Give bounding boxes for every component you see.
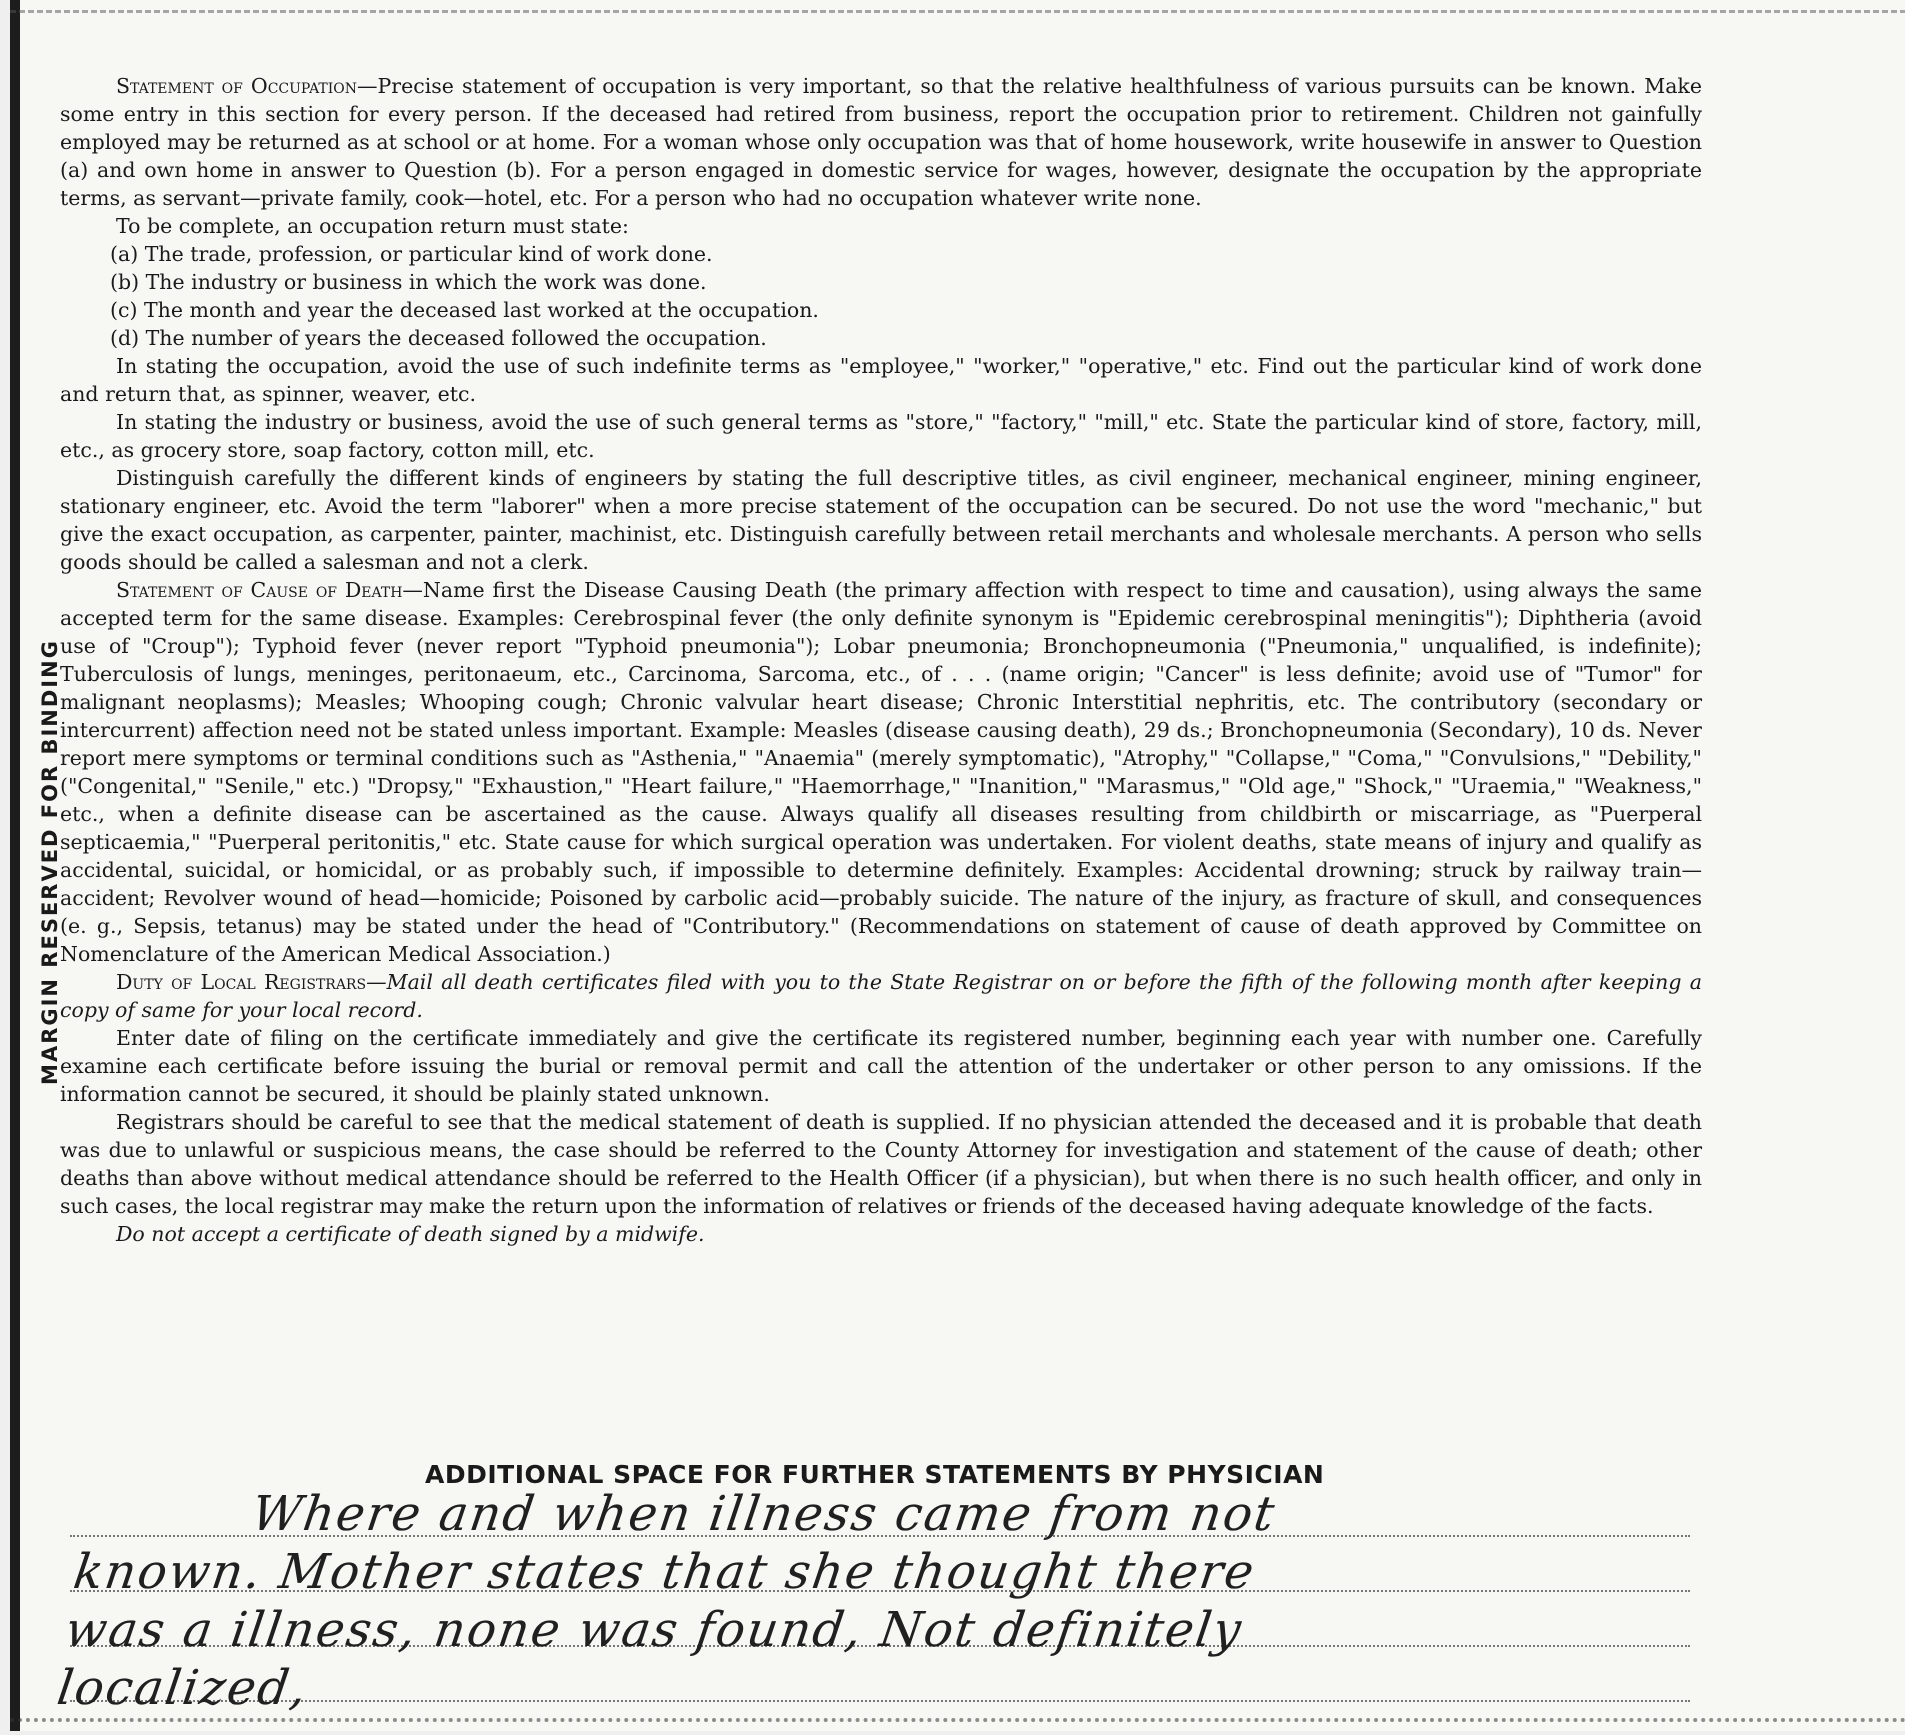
occupation-heading: Statement of Occupation: [116, 74, 358, 98]
filing-paragraph: Enter date of filing on the certificate immediately and give the certificate its registered number, beginning each year with number one. Carefully examine each certificate before issuing the burial or removal permit and call the attention of the undertaker or other person to any omissions. If the information cannot be secured, it should be plainly stated unknown.: [60, 1026, 1702, 1106]
registrars-heading: Duty of Local Registrars: [116, 970, 367, 994]
occupation-item-c: (c) The month and year the deceased last worked at the occupation.: [110, 298, 819, 322]
occupation-intro: To be complete, an occupation return must state:: [116, 214, 629, 238]
engineers-paragraph: Distinguish carefully the different kinds of engineers by stating the full descriptive titles, as civil engineer, mechanical engineer, mining engineer, stationary engineer, etc. Avoid the term "laborer" when a more precise statement of the occupation can be secured. Do not use the word "mechanic," but give the exact occupation, as carpenter, painter, machinist, etc. Distinguish carefully between retail merchants and wholesale merchants. A person who sells goods should be called a salesman and not a clerk.: [60, 466, 1702, 574]
registrars-paragraph: [60, 968, 1702, 1024]
handwritten-line: known. Mother states that she thought there: [70, 1544, 1260, 1600]
binding-margin-label: MARGIN RESERVED FOR BINDING: [38, 639, 62, 1085]
occupation-text: —Precise statement of occupation is very important, so that the relative healthfulness of various pursuits can be known. Make some entry in this section for every person. If the deceased had retired from business, report the occupation prior to retirement. Children not gainfully employed may be returned as at school or at home. For a woman whose only occupation was that of home housework, write housewife in answer to Question (a) and own home in answer to Question (b). For a person engaged in domestic service for wages, however, designate the occupation by the appropriate terms, as servant—private family, cook—hotel, etc. For a person who had no occupation whatever write none.: [60, 74, 1702, 210]
registrars-text: —Mail all death certificates filed with you to the State Registrar on or before the fifth of the following month after keeping a copy of same for your local record.: [60, 970, 1702, 1022]
instructions-text: [60, 72, 1702, 1248]
midwife-text: Do not accept a certificate of death signed by a midwife.: [116, 1222, 705, 1246]
industry-terms-paragraph: In stating the industry or business, avoid the use of such general terms as "store," "factory," "mill," etc. State the particular kind of store, factory, mill, etc., as grocery store, soap factory, cotton mill, etc.: [60, 410, 1702, 462]
medical-statement-paragraph: Registrars should be careful to see that the medical statement of death is supplied. If no physician attended the deceased and it is probable that death was due to unlawful or suspicious means, the case should be referred to the County Attorney for investigation and statement of the cause of death; other deaths than above without medical attendance should be referred to the Health Officer (if a physician), but when there is no such health officer, and only in such cases, the local registrar may make the return upon the information of relatives or friends of the deceased having adequate knowledge of the facts.: [60, 1110, 1702, 1218]
handwritten-line: was a illness, none was found, Not definitely: [61, 1602, 1247, 1658]
physician-statement-section: [53, 1450, 1690, 1716]
occupation-item-a: (a) The trade, profession, or particular kind of work done.: [110, 242, 713, 266]
handwritten-line: Where and when illness came from not: [248, 1486, 1280, 1542]
physician-handwritten-statement: [54, 1485, 1727, 1717]
cause-heading: Statement of Cause of Death: [116, 578, 403, 602]
occupation-item-b: (b) The industry or business in which the work was done.: [110, 270, 707, 294]
cause-of-death-paragraph: [60, 576, 1702, 968]
certificate-back-page: [10, 0, 1905, 1731]
occupation-paragraph: [60, 72, 1702, 212]
binding-strip: [10, 0, 20, 1731]
physician-section-heading: ADDITIONAL SPACE FOR FURTHER STATEMENTS BY PHYSICIAN: [425, 1460, 1325, 1489]
occupation-item-d: (d) The number of years the deceased followed the occupation.: [110, 326, 767, 350]
cause-text: —Name first the Disease Causing Death (the primary affection with respect to time and causation), using always the same accepted term for the same disease. Examples: Cerebrospinal fever (the only definite synonym is "Epidemic cerebrospinal meningitis"); Diphtheria (avoid use of "Croup"); Typhoid fever (never report "Typhoid pneumonia"); Lobar pneumonia; Bronchopneumonia ("Pneumonia," unqualified, is indefinite); Tuberculosis of lungs, meninges, peritonaeum, etc., Carcinoma, Sarcoma, etc., of . . . (name origin; "Cancer" is less definite; avoid use of "Tumor" for malignant neoplasms); Measles; Whooping cough; Chronic valvular heart disease; Chronic Interstitial nephritis, etc. The contributory (secondary or intercurrent) affection need not be stated unless important. Example: Measles (disease causing death), 29 ds.; Bronchopneumonia (Secondary), 10 ds. Never report mere symptoms or terminal conditions such as "Asthenia," "Anaemia" (merely symptomatic), "Atrophy," "Collapse," "Coma," "Convulsions," "Debility," ("Congenital," "Senile," etc.) "Dropsy," "Exhaustion," "Heart failure," "Haemorrhage," "Inanition," "Marasmus," "Old age," "Shock," "Uraemia," "Weakness," etc., when a definite disease can be ascertained as the cause. Always qualify all diseases resulting from childbirth or miscarriage, as "Puerperal septicaemia," "Puerperal peritonitis," etc. State cause for which surgical operation was undertaken. For violent deaths, state means of injury and qualify as accidental, suicidal, or homicidal, or as probably such, if impossible to determine definitely. Examples: Accidental drowning; struck by railway train—accident; Revolver wound of head—homicide; Poisoned by carbolic acid—probably suicide. The nature of the injury, as fracture of skull, and consequences (e. g., Sepsis, tetanus) may be stated under the head of "Contributory." (Recommendations on statement of cause of death approved by Committee on Nomenclature of the American Medical Association.): [60, 578, 1703, 966]
handwritten-line: localized,: [53, 1660, 312, 1716]
midwife-paragraph: [60, 1220, 1702, 1248]
occupation-terms-paragraph: In stating the occupation, avoid the use of such indefinite terms as "employee," "worker," "operative," etc. Find out the particular kind of work done and return that, as spinner, weaver, etc.: [60, 354, 1702, 406]
perforated-bottom-edge: [10, 1718, 1905, 1735]
perforated-top-edge: [10, 0, 1905, 13]
